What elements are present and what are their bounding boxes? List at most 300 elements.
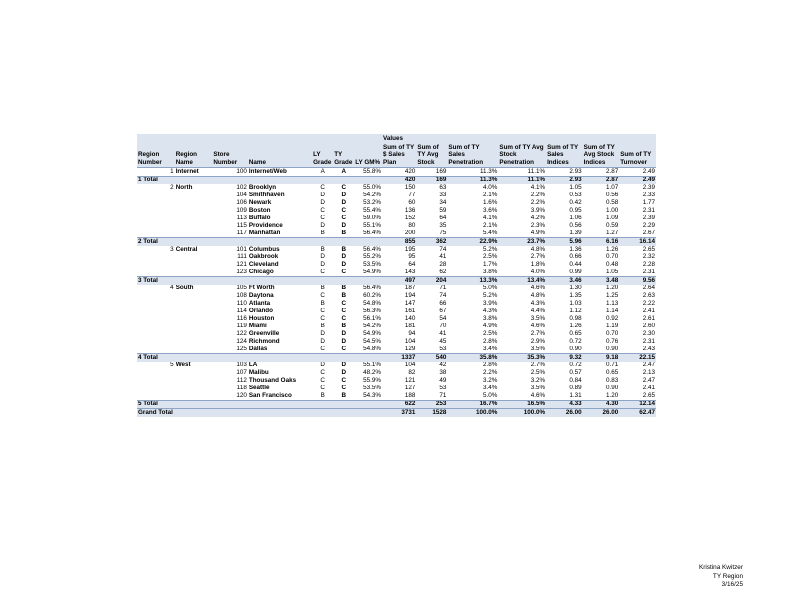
store-number-cell[interactable]: 109 [236,206,247,214]
ly-grade-cell[interactable]: D [320,222,325,229]
stock-indices-cell[interactable]: 2.87 [605,167,619,175]
stock-indices-cell[interactable]: 6.16 [583,238,620,246]
stock-penetration-cell[interactable]: 1.8% [530,261,546,268]
col-header-name[interactable]: Name [248,144,312,167]
store-number-cell[interactable]: 113 [236,214,247,222]
col-header-region-name[interactable]: Region Name [175,144,213,167]
stock-indices-cell[interactable]: 4.30 [583,400,620,409]
ly-gm-cell[interactable]: 55.0% [363,184,382,191]
avg-stock-cell[interactable]: 74 [439,292,447,300]
region-number-cell[interactable]: 2 [170,184,174,191]
store-number-cell[interactable]: 112 [236,376,247,384]
stock-penetration-cell[interactable]: 11.1% [527,167,546,175]
ty-grade-cell[interactable]: B [341,322,347,330]
stock-penetration-cell[interactable]: 2.2% [530,199,546,206]
sales-penetration-cell[interactable]: 13.3% [447,277,498,285]
ly-grade-cell[interactable]: B [320,245,325,253]
avg-stock-cell[interactable]: 71 [439,284,447,292]
store-name-cell[interactable]: LA [248,361,258,369]
stock-indices-cell[interactable]: 0.70 [605,253,619,261]
region-number-cell[interactable]: 5 [170,361,174,369]
ly-grade-cell[interactable]: D [320,361,325,369]
ty-grade-cell[interactable]: D [341,191,347,199]
stock-indices-cell[interactable]: 0.48 [605,261,619,268]
avg-stock-cell[interactable]: 59 [439,206,447,214]
ly-grade-cell[interactable]: C [320,315,325,322]
store-name-cell[interactable]: Manhattan [248,229,281,237]
stock-indices-cell[interactable]: 0.56 [605,191,619,199]
ly-gm-cell[interactable]: 54.8% [363,300,382,307]
ty-grade-cell[interactable]: C [341,315,347,322]
stock-indices-cell[interactable]: 1.14 [605,307,619,315]
sales-indices-cell[interactable]: 1.12 [569,307,582,315]
ly-gm-cell[interactable]: 54.2% [363,191,382,199]
ly-gm-cell[interactable]: 55.2% [363,253,382,261]
ly-gm-cell[interactable]: 56.3% [363,307,382,315]
store-number-cell[interactable]: 107 [236,369,247,377]
store-number-cell[interactable]: 104 [236,191,247,199]
region-number-cell[interactable] [137,230,175,238]
turnover-cell[interactable]: 2.64 [642,284,655,292]
store-name-cell[interactable]: Richmond [248,338,280,345]
sales-indices-cell[interactable]: 0.65 [569,330,582,338]
avg-stock-cell[interactable]: 42 [439,361,447,369]
region-name-cell[interactable]: Internet [175,167,199,175]
store-number-cell[interactable]: 120 [236,392,247,399]
turnover-cell[interactable]: 2.30 [642,330,655,338]
subtotal-label[interactable]: 2 Total [137,238,382,246]
region-name-cell[interactable] [175,207,213,215]
stock-penetration-cell[interactable]: 3.5% [530,384,546,392]
region-name-cell[interactable]: North [175,184,193,191]
sales-penetration-cell[interactable]: 3.8% [483,315,498,322]
avg-stock-cell[interactable]: 63 [439,184,447,191]
ly-gm-cell[interactable]: 55.9% [363,376,382,384]
region-name-cell[interactable] [175,292,213,300]
sales-indices-cell[interactable]: 0.57 [569,369,582,377]
store-number-cell[interactable]: 111 [237,253,247,261]
ty-grade-cell[interactable]: A [341,167,347,175]
ty-grade-cell[interactable]: B [341,392,347,399]
sales-plan-cell[interactable]: 420 [382,176,416,184]
turnover-cell[interactable]: 2.43 [642,345,655,353]
sales-penetration-cell[interactable]: 3.6% [483,206,498,214]
ty-grade-cell[interactable]: B [341,292,347,300]
ly-gm-cell[interactable]: 56.4% [363,284,382,292]
ly-gm-cell[interactable]: 55.4% [363,206,382,214]
store-name-cell[interactable]: Columbus [248,245,280,253]
region-name-cell[interactable]: South [175,284,194,292]
store-number-cell[interactable]: 114 [236,307,247,315]
sales-indices-cell[interactable]: 0.56 [569,222,582,229]
sales-penetration-cell[interactable]: 5.2% [483,292,498,300]
turnover-cell[interactable]: 2.41 [642,384,655,392]
turnover-cell[interactable]: 2.33 [642,191,655,199]
sales-indices-cell[interactable]: 1.39 [569,229,582,237]
sales-penetration-cell[interactable]: 2.5% [483,330,498,338]
stock-penetration-cell[interactable]: 35.3% [498,354,546,362]
sales-plan-cell[interactable]: 129 [404,345,416,353]
sales-indices-cell[interactable]: 9.32 [546,354,583,362]
stock-indices-cell[interactable]: 0.92 [605,315,619,322]
sales-plan-cell[interactable]: 121 [404,376,416,384]
sales-penetration-cell[interactable]: 1.7% [483,261,498,268]
stock-penetration-cell[interactable]: 2.5% [530,369,546,377]
sales-indices-cell[interactable]: 2.93 [569,167,582,175]
store-name-cell[interactable]: Internet/Web [248,167,287,175]
sales-plan-cell[interactable]: 80 [408,222,416,229]
avg-stock-cell[interactable]: 41 [439,330,447,338]
store-number-cell[interactable]: 115 [236,222,247,229]
ly-gm-cell[interactable]: 54.3% [363,392,382,399]
avg-stock-cell[interactable]: 64 [439,214,447,222]
stock-indices-cell[interactable]: 1.07 [605,184,619,191]
store-number-cell[interactable]: 119 [236,322,247,330]
ly-grade-cell[interactable]: C [320,292,325,300]
region-number-cell[interactable]: 4 [170,284,174,292]
region-number-cell[interactable] [137,253,175,261]
sales-plan-cell[interactable]: 420 [404,167,416,175]
region-number-cell[interactable] [137,346,175,354]
stock-indices-cell[interactable]: 0.76 [605,338,619,345]
stock-indices-cell[interactable]: 0.71 [605,361,619,369]
region-name-cell[interactable] [175,315,213,323]
turnover-cell[interactable]: 2.65 [642,245,655,253]
sales-indices-cell[interactable]: 0.72 [569,338,582,345]
region-name-cell[interactable] [175,199,213,207]
sales-penetration-cell[interactable]: 4.1% [483,214,498,222]
region-name-cell[interactable] [175,222,213,230]
stock-indices-cell[interactable]: 1.20 [605,392,619,399]
region-number-cell[interactable] [137,338,175,346]
ty-grade-cell[interactable]: B [341,284,347,292]
turnover-cell[interactable]: 2.13 [642,369,655,377]
avg-stock-cell[interactable]: 71 [439,392,447,399]
turnover-cell[interactable]: 2.41 [642,307,655,315]
region-name-cell[interactable]: Central [175,245,198,253]
region-number-cell[interactable] [137,385,175,393]
sales-plan-cell[interactable]: 95 [408,253,416,261]
region-number-cell[interactable] [137,300,175,308]
ly-gm-cell[interactable]: 55.8% [363,167,382,175]
sales-plan-cell[interactable]: 64 [408,261,416,268]
turnover-cell[interactable]: 2.47 [642,376,655,384]
stock-penetration-cell[interactable]: 4.3% [530,300,546,307]
turnover-cell[interactable]: 9.56 [619,277,656,285]
avg-stock-cell[interactable]: 70 [439,322,447,330]
stock-penetration-cell[interactable]: 3.5% [530,345,546,353]
store-number-cell[interactable]: 101 [236,245,247,253]
region-number-cell[interactable]: 1 [170,167,174,175]
ly-gm-cell[interactable]: 59.0% [363,214,382,222]
ly-grade-cell[interactable]: C [320,214,325,222]
sales-plan-cell[interactable]: 188 [404,392,416,399]
ty-grade-cell[interactable]: D [341,261,347,268]
turnover-cell[interactable]: 2.49 [619,176,656,184]
ty-grade-cell[interactable]: C [341,384,347,392]
sales-plan-cell[interactable]: 94 [408,330,416,338]
region-name-cell[interactable] [175,269,213,277]
sales-plan-cell[interactable]: 161 [404,307,416,315]
ly-gm-cell[interactable]: 54.8% [363,345,382,353]
stock-indices-cell[interactable]: 1.27 [605,229,619,237]
turnover-cell[interactable]: 2.61 [642,315,655,322]
sales-penetration-cell[interactable]: 2.1% [483,222,498,229]
sales-plan-cell[interactable]: 140 [404,315,416,322]
avg-stock-cell[interactable]: 204 [416,277,447,285]
ly-grade-cell[interactable]: D [320,261,325,268]
region-number-cell[interactable] [137,199,175,207]
region-name-cell[interactable] [175,330,213,338]
store-name-cell[interactable]: Miami [248,322,267,330]
region-name-cell[interactable] [175,392,213,400]
stock-penetration-cell[interactable]: 16.5% [498,400,546,409]
stock-penetration-cell[interactable]: 13.4% [498,277,546,285]
ly-grade-cell[interactable]: C [320,376,325,384]
sales-indices-cell[interactable]: 0.84 [569,376,582,384]
turnover-cell[interactable]: 2.49 [642,167,655,175]
store-name-cell[interactable]: Chicago [248,268,274,276]
col-header-stock-indices[interactable]: Sum of TY Avg Stock Indices [583,144,620,167]
turnover-cell[interactable]: 2.28 [642,261,655,268]
stock-penetration-cell[interactable]: 100.0% [498,409,546,417]
sales-penetration-cell[interactable]: 3.4% [483,384,498,392]
sales-plan-cell[interactable]: 150 [404,184,416,191]
store-name-cell[interactable]: Cleveland [248,261,279,268]
ty-grade-cell[interactable]: B [341,229,347,237]
stock-penetration-cell[interactable]: 2.7% [530,361,546,369]
ly-gm-cell[interactable]: 48.2% [363,369,382,377]
sales-plan-cell[interactable]: 127 [404,384,416,392]
sales-penetration-cell[interactable]: 22.9% [447,238,498,246]
store-number-cell[interactable]: 105 [236,284,247,292]
ly-gm-cell[interactable]: 56.4% [363,245,382,253]
store-name-cell[interactable]: San Francisco [248,392,292,399]
turnover-cell[interactable]: 2.31 [642,206,655,214]
stock-indices-cell[interactable]: 0.59 [605,222,619,229]
sales-indices-cell[interactable]: 0.99 [569,268,582,276]
sales-indices-cell[interactable]: 0.42 [569,199,582,206]
sales-plan-cell[interactable]: 200 [404,229,416,237]
sales-penetration-cell[interactable]: 5.4% [483,229,498,237]
sales-plan-cell[interactable]: 82 [408,369,416,377]
ly-gm-cell[interactable]: 56.4% [363,229,382,237]
region-number-cell[interactable] [137,392,175,400]
ly-grade-cell[interactable]: C [320,206,325,214]
ly-grade-cell[interactable]: D [320,199,325,206]
turnover-cell[interactable]: 62.47 [619,409,656,417]
store-name-cell[interactable]: Smithhaven [248,191,285,199]
stock-penetration-cell[interactable]: 2.2% [530,191,546,199]
stock-penetration-cell[interactable]: 4.9% [530,229,546,237]
avg-stock-cell[interactable]: 53 [439,384,447,392]
avg-stock-cell[interactable]: 53 [439,345,447,353]
region-number-cell[interactable] [137,207,175,215]
col-header-sales-indices[interactable]: Sum of TY Sales Indices [546,144,583,167]
ly-grade-cell[interactable]: C [320,345,325,353]
sales-indices-cell[interactable]: 1.05 [569,184,582,191]
stock-penetration-cell[interactable]: 4.0% [530,268,546,276]
region-name-cell[interactable] [175,261,213,269]
store-number-cell[interactable]: 102 [236,184,247,191]
turnover-cell[interactable]: 2.31 [642,268,655,276]
stock-penetration-cell[interactable]: 2.7% [530,330,546,338]
store-number-cell[interactable]: 117 [236,229,247,237]
store-name-cell[interactable]: Greenville [248,330,280,338]
turnover-cell[interactable]: 2.29 [642,222,655,229]
turnover-cell[interactable]: 2.60 [642,322,655,330]
ly-gm-cell[interactable]: 54.5% [363,338,382,345]
avg-stock-cell[interactable]: 75 [439,229,447,237]
sales-penetration-cell[interactable]: 3.2% [483,376,498,384]
ty-grade-cell[interactable]: C [341,214,347,222]
sales-penetration-cell[interactable]: 2.8% [483,361,498,369]
turnover-cell[interactable]: 1.77 [642,199,655,206]
ly-gm-cell[interactable]: 53.5% [363,384,382,392]
col-header-turnover[interactable]: Sum of TY Turnover [619,144,656,167]
subtotal-label[interactable]: 3 Total [137,277,382,285]
stock-penetration-cell[interactable]: 3.5% [530,315,546,322]
avg-stock-cell[interactable]: 38 [439,369,447,377]
stock-penetration-cell[interactable]: 2.3% [530,222,546,229]
avg-stock-cell[interactable]: 34 [439,199,447,206]
sales-indices-cell[interactable]: 0.72 [569,361,582,369]
grand-total-label[interactable]: Grand Total [137,409,382,417]
sales-indices-cell[interactable]: 1.06 [569,214,582,222]
sales-indices-cell[interactable]: 0.66 [569,253,582,261]
turnover-cell[interactable]: 2.32 [642,253,655,261]
ly-grade-cell[interactable]: D [320,191,325,199]
sales-plan-cell[interactable]: 147 [404,300,416,307]
turnover-cell[interactable]: 12.14 [619,400,656,409]
sales-penetration-cell[interactable]: 5.0% [483,392,498,399]
store-number-cell[interactable]: 103 [236,361,247,369]
stock-penetration-cell[interactable]: 4.1% [530,184,546,191]
turnover-cell[interactable]: 2.31 [642,338,655,345]
avg-stock-cell[interactable]: 33 [439,191,447,199]
sales-penetration-cell[interactable]: 3.9% [483,300,498,307]
avg-stock-cell[interactable]: 362 [416,238,447,246]
region-name-cell[interactable] [175,338,213,346]
sales-indices-cell[interactable]: 1.26 [569,322,582,330]
ly-grade-cell[interactable]: B [320,300,325,307]
region-name-cell[interactable] [175,323,213,331]
store-number-cell[interactable]: 125 [236,345,247,353]
sales-indices-cell[interactable]: 5.96 [546,238,583,246]
avg-stock-cell[interactable]: 67 [439,307,447,315]
store-name-cell[interactable]: Malibu [248,369,269,377]
stock-indices-cell[interactable]: 0.58 [605,199,619,206]
store-name-cell[interactable]: Thousand Oaks [248,376,297,384]
ly-gm-cell[interactable]: 53.2% [363,199,382,206]
stock-penetration-cell[interactable]: 2.9% [530,338,546,345]
sales-indices-cell[interactable]: 0.89 [569,384,582,392]
col-header-sales-plan[interactable]: Sum of TY $ Sales Plan [382,144,416,167]
stock-penetration-cell[interactable]: 4.6% [530,322,546,330]
store-number-cell[interactable]: 116 [236,315,247,322]
store-name-cell[interactable]: Brooklyn [248,184,277,191]
store-number-cell[interactable]: 121 [236,261,247,268]
region-number-cell[interactable] [137,269,175,277]
ty-grade-cell[interactable]: C [341,376,347,384]
avg-stock-cell[interactable]: 1528 [416,409,447,417]
subtotal-label[interactable]: 4 Total [137,354,382,362]
store-name-cell[interactable]: Boston [248,206,271,214]
sales-plan-cell[interactable]: 60 [408,199,416,206]
ty-grade-cell[interactable]: C [341,300,347,307]
turnover-cell[interactable]: 16.14 [619,238,656,246]
store-name-cell[interactable]: Daytona [248,292,274,300]
store-name-cell[interactable]: Dallas [248,345,268,353]
region-name-cell[interactable] [175,346,213,354]
ly-grade-cell[interactable]: C [320,369,325,377]
sales-indices-cell[interactable]: 0.53 [569,191,582,199]
sales-plan-cell[interactable]: 143 [404,268,416,276]
sales-indices-cell[interactable]: 1.36 [569,245,582,253]
turnover-cell[interactable]: 2.47 [642,361,655,369]
stock-indices-cell[interactable]: 1.26 [605,245,619,253]
region-name-cell[interactable] [175,192,213,200]
ty-grade-cell[interactable]: D [341,253,347,261]
sales-penetration-cell[interactable]: 2.2% [483,369,498,377]
region-name-cell[interactable] [175,300,213,308]
store-number-cell[interactable]: 106 [236,199,247,206]
sales-indices-cell[interactable]: 2.93 [546,176,583,184]
sales-indices-cell[interactable]: 1.35 [569,292,582,300]
sales-plan-cell[interactable]: 187 [404,284,416,292]
store-name-cell[interactable]: Newark [248,199,272,206]
ly-gm-cell[interactable]: 53.5% [363,261,382,268]
sales-penetration-cell[interactable]: 16.7% [447,400,498,409]
store-name-cell[interactable]: Seattle [248,384,270,392]
ly-grade-cell[interactable]: C [320,384,325,392]
turnover-cell[interactable]: 2.22 [642,300,655,307]
sales-penetration-cell[interactable]: 11.3% [447,176,498,184]
ly-grade-cell[interactable]: D [320,253,325,261]
turnover-cell[interactable]: 2.39 [642,184,655,191]
stock-penetration-cell[interactable]: 4.4% [530,307,546,315]
avg-stock-cell[interactable]: 62 [439,268,447,276]
sales-indices-cell[interactable]: 0.90 [569,345,582,353]
sales-penetration-cell[interactable]: 2.8% [483,338,498,345]
ty-grade-cell[interactable]: C [341,206,347,214]
ty-grade-cell[interactable]: D [341,338,347,345]
turnover-cell[interactable]: 2.67 [642,229,655,237]
turnover-cell[interactable]: 22.15 [619,354,656,362]
col-header-region-number[interactable]: Region Number [137,144,175,167]
sales-penetration-cell[interactable]: 11.3% [480,167,498,175]
stock-indices-cell[interactable]: 0.70 [605,330,619,338]
region-name-cell[interactable] [175,253,213,261]
ly-grade-cell[interactable]: C [320,268,325,276]
sales-penetration-cell[interactable]: 2.1% [483,191,498,199]
ty-grade-cell[interactable]: B [341,245,347,253]
store-number-cell[interactable]: 110 [236,300,247,307]
ty-grade-cell[interactable]: D [341,222,347,229]
stock-penetration-cell[interactable]: 4.8% [530,245,546,253]
avg-stock-cell[interactable]: 28 [439,261,447,268]
subtotal-label[interactable]: 5 Total [137,400,382,409]
ty-grade-cell[interactable]: D [341,330,347,338]
turnover-cell[interactable]: 2.39 [642,214,655,222]
sales-indices-cell[interactable]: 1.31 [569,392,582,399]
sales-penetration-cell[interactable]: 4.0% [483,184,498,191]
stock-indices-cell[interactable]: 1.05 [605,268,619,276]
avg-stock-cell[interactable]: 74 [439,245,447,253]
col-header-avg-stock[interactable]: Sum of TY Avg Stock [416,144,447,167]
avg-stock-cell[interactable]: 35 [439,222,447,229]
region-number-cell[interactable] [137,377,175,385]
